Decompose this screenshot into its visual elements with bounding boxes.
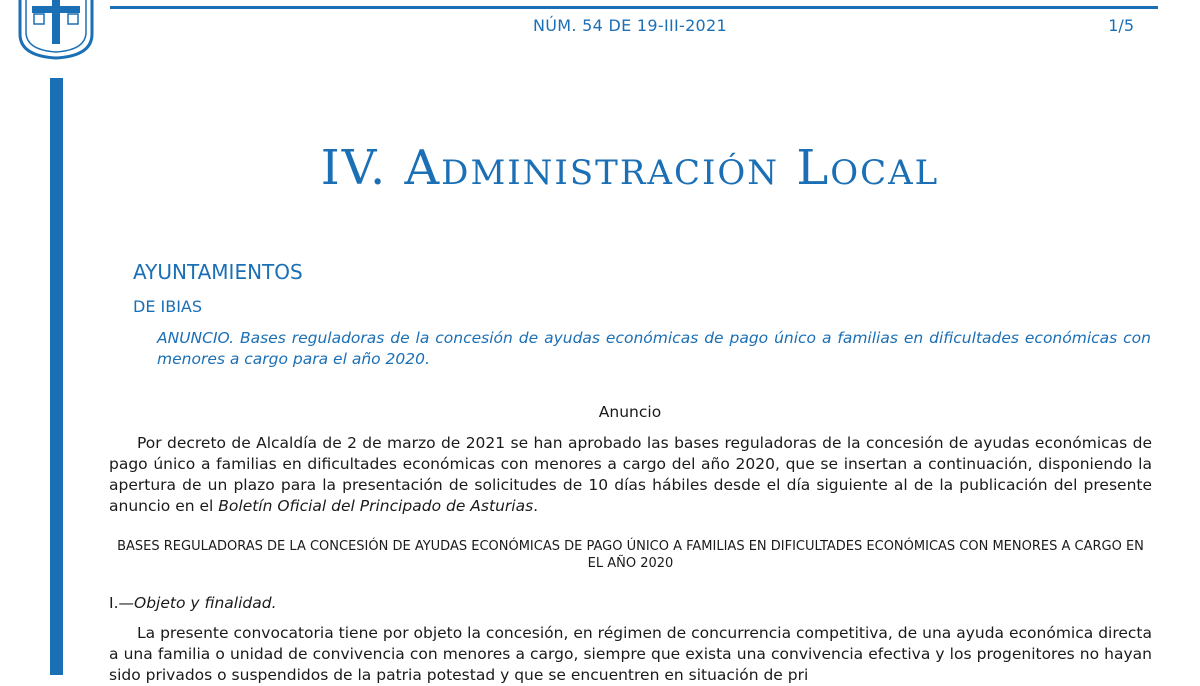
section-heading	[109, 594, 277, 612]
bulletin-number: NÚM. 54 DE 19-III-2021	[533, 16, 727, 35]
intro-text-end: .	[533, 497, 539, 515]
bulletin-name: Boletín Oficial del Principado de Asturias	[218, 497, 534, 515]
sub-organization-heading: DE IBIAS	[133, 297, 203, 316]
organization-heading: AYUNTAMIENTOS	[133, 260, 303, 284]
intro-text: Por decreto de Alcaldía de 2 de marzo de 2021 se han aprobado las bases reguladoras de la concesión de ayudas económicas de pago único a familias en dificultades económicas con menores a cargo del año 2020, que se insertan a continuación, disponiendo la apertura de un plazo para la presentación de solicitudes de 10 días hábiles desde el día siguiente al de la publicación del presente anuncio en el	[109, 434, 1152, 515]
body-text: La presente convocatoria tiene por objeto la concesión, en régimen de concurrencia competitiva, de una ayuda económica directa a una familia o unidad de convivencia con menores a cargo, siempre que exista una convivencia efectiva y los progenitores no hayan sido privados o suspendidos de la patria potestad y que se encuentren en situación de pri	[109, 624, 1152, 684]
section-title: IV. Administración Local	[320, 140, 940, 196]
intro-paragraph	[109, 433, 1152, 517]
section-title-text: Objeto y finalidad.	[134, 594, 277, 612]
bases-title: BASES REGULADORAS DE LA CONCESIÓN DE AYUDAS ECONÓMICAS DE PAGO ÚNICO A FAMILIAS EN DIFICULTADES ECONÓMICAS CON MENORES A CARGO EN EL AÑO 2020	[117, 539, 1144, 571]
page-indicator: 1/5	[1108, 16, 1134, 35]
announcement-title: ANUNCIO. Bases reguladoras de la concesión de ayudas económicas de pago único a familias en dificultades económicas con menores a cargo para el año 2020.	[157, 329, 1151, 368]
header-rule	[110, 6, 1158, 9]
announcement-heading: Anuncio	[598, 403, 662, 421]
section-number: I.—	[109, 594, 134, 612]
body-paragraph	[109, 623, 1152, 686]
